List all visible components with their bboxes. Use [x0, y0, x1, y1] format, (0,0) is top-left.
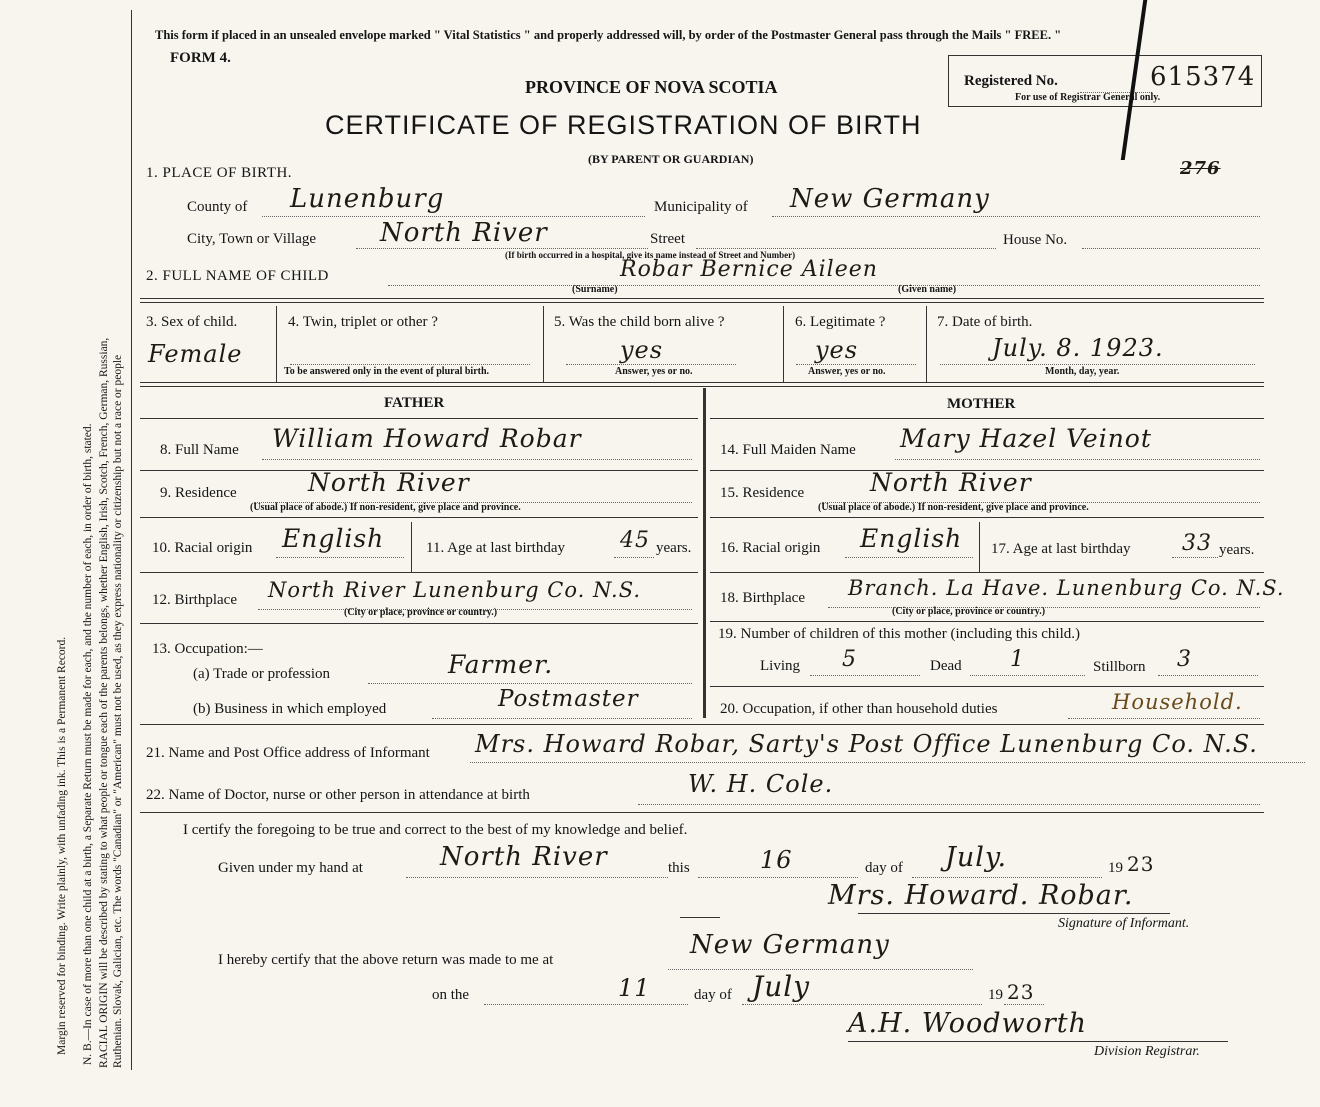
stillborn-value: 3 [1177, 647, 1192, 672]
father-racial-value: English [282, 524, 385, 553]
informant-signature: Mrs. Howard. Robar. [828, 880, 1134, 911]
living-value: 5 [842, 647, 857, 672]
mother-residence-label: 15. Residence [720, 485, 805, 501]
mother-residence-value: North River [870, 468, 1032, 497]
margin-rule [131, 10, 132, 1070]
father-years-label: years. [656, 540, 692, 556]
surname-note: (Surname) [572, 284, 618, 295]
margin-binding-note: Margin reserved for binding. Write plainly, with unfading ink. This is a Permanent Record. [56, 636, 68, 1055]
given-name-note: (Given name) [898, 284, 957, 295]
registrar-day-of-label: day of [694, 987, 732, 1003]
municipality-label: Municipality of [654, 199, 748, 215]
living-label: Living [760, 658, 800, 674]
date-of-birth-note: Month, day, year. [1045, 366, 1120, 377]
county-value: Lunenburg [290, 184, 445, 214]
father-birthplace-label: 12. Birthplace [152, 592, 237, 608]
registrar-on-the-label: on the [432, 987, 470, 1003]
mother-age-label: 17. Age at last birthday [991, 541, 1131, 557]
doctor-value: W. H. Cole. [688, 770, 834, 798]
registered-number-value: 615374 [1150, 62, 1256, 92]
legitimate-value: yes [815, 336, 859, 364]
business-label: (b) Business in which employed [193, 701, 387, 717]
mother-age-value: 33 [1182, 531, 1212, 556]
registrar-month-value: July [752, 970, 811, 1003]
place-of-birth-heading: 1. PLACE OF BIRTH. [146, 165, 293, 181]
mother-racial-value: English [860, 524, 963, 553]
street-label: Street [650, 231, 685, 247]
house-number-label: House No. [1003, 232, 1068, 248]
mother-name-value: Mary Hazel Veinot [900, 424, 1152, 453]
parent-column-divider [703, 388, 706, 718]
father-occupation-label: 13. Occupation:— [152, 641, 263, 657]
margin-nb-note: N. B.—In case of more than one child at a birth, a Separate Return must be made for each, and the number of each, in order of birth, stated. [82, 423, 94, 1065]
mother-years-label: years. [1219, 542, 1255, 558]
children-count-label: 19. Number of children of this mother (including this child.) [718, 626, 1081, 642]
hospital-note: (If birth occurred in a hospital, give its name instead of Street and Number) [505, 250, 796, 260]
form-number: FORM 4. [170, 50, 231, 66]
given-month-value: July. [945, 842, 1008, 873]
born-alive-value: yes [620, 336, 664, 364]
registrar-year-value: 23 [1007, 980, 1035, 1004]
child-name-label: 2. FULL NAME OF CHILD [146, 268, 329, 284]
mother-heading: MOTHER [947, 396, 1016, 412]
municipality-value: New Germany [790, 184, 990, 214]
business-value: Postmaster [498, 686, 639, 712]
twin-label: 4. Twin, triplet or other ? [288, 314, 438, 330]
province-heading: PROVINCE OF NOVA SCOTIA [525, 77, 778, 97]
registered-number-label: Registered No. [964, 73, 1058, 89]
registrar-place-value: New Germany [690, 930, 890, 960]
given-under-hand-label: Given under my hand at [218, 860, 363, 876]
given-year-prefix: 19 [1108, 860, 1123, 876]
father-residence-label: 9. Residence [160, 485, 237, 501]
legitimate-note: Answer, yes or no. [808, 366, 886, 377]
binding-margin [0, 0, 140, 1107]
mother-racial-label: 16. Racial origin [720, 540, 821, 556]
mother-occupation-label: 20. Occupation, if other than household duties [720, 701, 998, 717]
informant-label: 21. Name and Post Office address of Informant [146, 745, 430, 761]
margin-racial-note-2: Ruthenian. Slovak, Galician, etc. The words "Canadian" or "American" must not be used, as they express nationality or citizenship but not a race or people [112, 354, 124, 1068]
doctor-label: 22. Name of Doctor, nurse or other person in attendance at birth [146, 787, 530, 803]
given-day-of-label: day of [865, 860, 903, 876]
informant-value: Mrs. Howard Robar, Sarty's Post Office Lunenburg Co. N.S. [475, 730, 1258, 758]
this-label: this [668, 860, 690, 876]
sex-value: Female [148, 340, 243, 368]
margin-racial-note-1: RACIAL ORIGIN will be described by stating to what people or tongue each of the parents belongs, whether English, Irish, Scotch, French, German, Russian, [98, 337, 110, 1068]
father-heading: FATHER [384, 395, 445, 411]
mother-abode-note: (Usual place of abode.) If non-resident, give place and province. [818, 502, 1089, 513]
certification-statement: I certify the foregoing to be true and correct to the best of my knowledge and belief. [183, 822, 688, 838]
document-title: CERTIFICATE OF REGISTRATION OF BIRTH [325, 110, 922, 140]
trade-label: (a) Trade or profession [193, 666, 331, 682]
father-abode-note: (Usual place of abode.) If non-resident, give place and province. [250, 502, 521, 513]
mother-name-label: 14. Full Maiden Name [720, 442, 856, 458]
mother-occupation-value: Household. [1112, 690, 1243, 714]
legitimate-label: 6. Legitimate ? [795, 314, 886, 330]
stillborn-label: Stillborn [1093, 659, 1146, 675]
given-place-value: North River [440, 842, 608, 872]
born-alive-label: 5. Was the child born alive ? [554, 314, 725, 330]
city-value: North River [380, 218, 548, 248]
registrar-year-prefix: 19 [988, 987, 1003, 1003]
given-year-value: 23 [1127, 852, 1155, 876]
mailing-notice: This form if placed in an unsealed envelope marked " Vital Statistics " and properly addressed will, by order of the Postmaster General pass through the Mails " FREE. " [155, 28, 1062, 42]
child-name-value: Robar Bernice Aileen [620, 257, 878, 282]
mother-birthplace-note: (City or place, province or country.) [892, 606, 1046, 617]
mother-birthplace-value: Branch. La Have. Lunenburg Co. N.S. [848, 576, 1285, 600]
registrar-statement: I hereby certify that the above return was made to me at [218, 952, 554, 968]
corner-number: 276 [1180, 158, 1221, 179]
dead-label: Dead [930, 658, 962, 674]
registrar-signature: A.H. Woodworth [848, 1008, 1088, 1039]
document-subtitle: (BY PARENT OR GUARDIAN) [588, 152, 754, 166]
trade-value: Farmer. [448, 650, 554, 679]
father-birthplace-value: North River Lunenburg Co. N.S. [268, 578, 642, 602]
given-day-value: 16 [760, 846, 793, 874]
registrar-use-note: For use of Registrar General only. [1015, 92, 1161, 103]
father-residence-value: North River [308, 468, 470, 497]
registrar-day-value: 11 [618, 974, 651, 1002]
father-birthplace-note: (City or place, province or country.) [344, 607, 498, 618]
mother-birthplace-label: 18. Birthplace [720, 590, 805, 606]
twin-note: To be answered only in the event of plural birth. [284, 366, 490, 377]
county-label: County of [187, 199, 248, 215]
father-age-value: 45 [620, 528, 650, 553]
date-of-birth-label: 7. Date of birth. [937, 314, 1033, 330]
father-racial-label: 10. Racial origin [152, 540, 253, 556]
father-name-label: 8. Full Name [160, 442, 239, 458]
born-alive-note: Answer, yes or no. [615, 366, 693, 377]
father-age-label: 11. Age at last birthday [426, 540, 565, 556]
informant-signature-label: Signature of Informant. [1058, 916, 1190, 931]
date-of-birth-value: July. 8. 1923. [992, 334, 1164, 362]
father-name-value: William Howard Robar [272, 424, 582, 453]
city-label: City, Town or Village [187, 231, 317, 247]
registrar-signature-label: Division Registrar. [1094, 1044, 1200, 1059]
dead-value: 1 [1010, 647, 1025, 672]
sex-label: 3. Sex of child. [146, 314, 238, 330]
